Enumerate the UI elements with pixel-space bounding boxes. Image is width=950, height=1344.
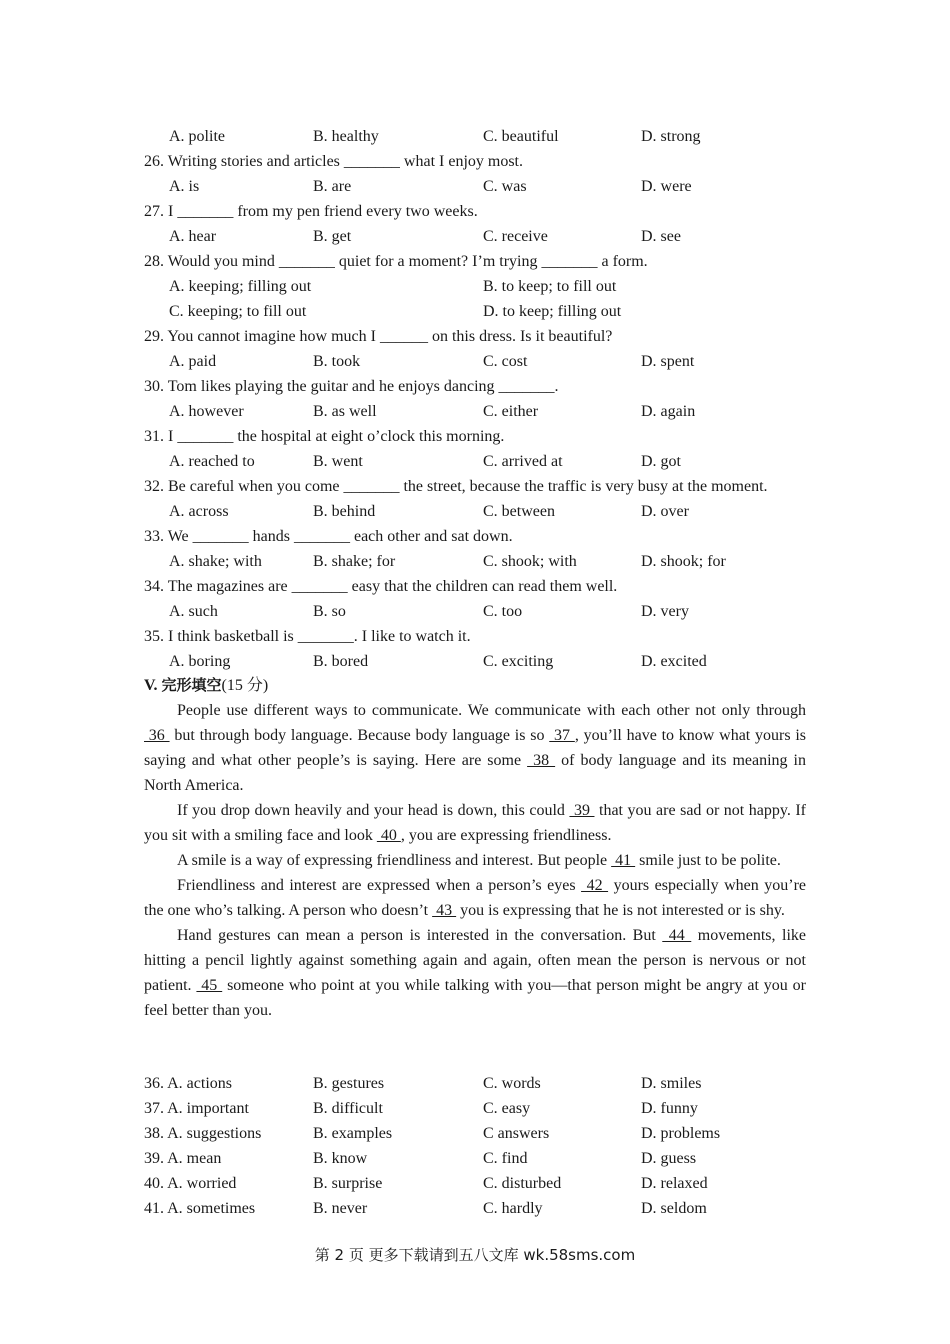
option-c: C. arrived at — [483, 453, 563, 470]
question-stem: 32. Be careful when you come _______ the street, because the traffic is very busy at the moment. — [144, 478, 768, 495]
option-a: A. is — [169, 178, 200, 195]
options-row-29 — [0, 349, 950, 374]
blank-40: 40 — [376, 827, 401, 844]
blank-41: 41 — [611, 852, 636, 869]
option-a: A. however — [169, 403, 244, 420]
options-row-30 — [0, 399, 950, 424]
options-row-35 — [0, 649, 950, 674]
option-d: D. again — [641, 403, 696, 420]
option-a: A. across — [169, 503, 229, 520]
option-a: 38. A. suggestions — [144, 1125, 262, 1142]
option-d: D. strong — [641, 128, 701, 145]
text: someone who point at you while talking with you—that person might be angry at you or feel better than you. — [144, 977, 806, 1019]
text: People use different ways to communicate. We communicate with each other not only through — [177, 702, 806, 719]
option-c: C answers — [483, 1125, 550, 1142]
option-b: B. so — [313, 603, 346, 620]
option-a: 36. A. actions — [144, 1075, 232, 1092]
options-row-28a — [0, 274, 950, 299]
text: A smile is a way of expressing friendliness and interest. But people — [177, 852, 612, 869]
option-c: C. words — [483, 1075, 541, 1092]
blank-44: 44 — [662, 927, 692, 944]
question-27 — [0, 199, 950, 224]
option-b: B. as well — [313, 403, 377, 420]
option-d: D. got — [641, 453, 681, 470]
question-26 — [0, 149, 950, 174]
paragraph-4 — [144, 873, 806, 923]
option-c: C. exciting — [483, 653, 554, 670]
text: but through body language. Because body language is so — [169, 727, 550, 744]
option-c: C. find — [483, 1150, 528, 1167]
cloze-options-38 — [0, 1121, 950, 1146]
option-d: D. seldom — [641, 1200, 707, 1217]
option-c: C. receive — [483, 228, 548, 245]
options-row-26 — [0, 174, 950, 199]
cloze-options-36 — [0, 1071, 950, 1096]
option-c: C. keeping; to fill out — [169, 303, 307, 320]
blank-37: 37 — [549, 727, 575, 744]
question-29 — [0, 324, 950, 349]
page-footer: 第 2 页 更多下载请到五八文库 wk.58sms.com — [314, 1246, 636, 1264]
option-a: A. reached to — [169, 453, 255, 470]
blank-39: 39 — [569, 802, 595, 819]
option-a: A. hear — [169, 228, 217, 245]
section-title: 完形填空 — [161, 676, 222, 694]
option-a: 37. A. important — [144, 1100, 249, 1117]
option-b: B. to keep; to fill out — [483, 278, 617, 295]
question-stem: 35. I think basketball is _______. I like to watch it. — [144, 628, 471, 645]
section-score: (15 分) — [221, 677, 269, 694]
option-b: B. shake; for — [313, 553, 396, 570]
option-b: B. gestures — [313, 1075, 385, 1092]
option-c: C. was — [483, 178, 527, 195]
option-d: D. were — [641, 178, 692, 195]
option-a: A. polite — [169, 128, 225, 145]
option-b: B. get — [313, 228, 352, 245]
option-a: 40. A. worried — [144, 1175, 237, 1192]
question-33 — [0, 524, 950, 549]
option-a: A. such — [169, 603, 218, 620]
option-a: A. boring — [169, 653, 231, 670]
text: that you are sad or not happy. If you sit with a smiling face and look — [144, 802, 807, 844]
options-row-34 — [0, 599, 950, 624]
question-35 — [0, 624, 950, 649]
option-b: B. examples — [313, 1125, 393, 1142]
question-stem: 27. I _______ from my pen friend every two weeks. — [144, 203, 478, 220]
blank-38: 38 — [527, 752, 556, 769]
option-b: B. are — [313, 178, 352, 195]
paragraph-2 — [144, 798, 806, 848]
option-d: D. excited — [641, 653, 707, 670]
question-30 — [0, 374, 950, 399]
option-d: D. smiles — [641, 1075, 702, 1092]
options-row-25 — [0, 124, 950, 149]
cloze-options-39 — [0, 1146, 950, 1171]
option-a: A. paid — [169, 353, 217, 370]
text: you is expressing that he is not interested or is shy. — [456, 902, 785, 919]
options-row-32 — [0, 499, 950, 524]
option-c: C. too — [483, 603, 523, 620]
option-a: 41. A. sometimes — [144, 1200, 256, 1217]
question-34 — [0, 574, 950, 599]
option-d: D. see — [641, 228, 681, 245]
option-b: B. surprise — [313, 1175, 383, 1192]
option-c: C. between — [483, 503, 555, 520]
option-d: D. to keep; filling out — [483, 303, 622, 320]
option-c: C. either — [483, 403, 539, 420]
option-a: A. keeping; filling out — [169, 278, 312, 295]
options-row-27 — [0, 224, 950, 249]
text: If you drop down heavily and your head is down, this could — [177, 802, 570, 819]
text: of body language and its meaning in North America. — [144, 752, 806, 794]
question-stem: 34. The magazines are _______ easy that the children can read them well. — [144, 578, 618, 595]
paragraph-5 — [144, 923, 806, 1023]
option-c: C. easy — [483, 1100, 531, 1117]
question-stem: 30. Tom likes playing the guitar and he enjoys dancing _______. — [144, 378, 559, 395]
option-d: D. very — [641, 603, 689, 620]
option-c: C. hardly — [483, 1200, 543, 1217]
question-32 — [0, 474, 950, 499]
option-b: B. took — [313, 353, 361, 370]
option-d: D. relaxed — [641, 1175, 708, 1192]
option-d: D. funny — [641, 1100, 698, 1117]
option-b: B. behind — [313, 503, 376, 520]
options-row-28b — [0, 299, 950, 324]
question-31 — [0, 424, 950, 449]
text: , you’ll have to know what yours is saying and what other people’s is saying. Here are some — [144, 727, 807, 769]
text: , you are expressing friendliness. — [400, 827, 612, 844]
options-row-33 — [0, 549, 950, 574]
option-d: D. problems — [641, 1125, 721, 1142]
blank-43: 43 — [432, 902, 457, 919]
blank-42: 42 — [581, 877, 609, 894]
text: movements, like hitting a pencil lightly against something again and again, often mean the person is nervous or not patient. — [144, 927, 806, 994]
option-c: C. beautiful — [483, 128, 559, 145]
paragraph-3 — [144, 848, 806, 873]
option-b: B. never — [313, 1200, 368, 1217]
question-stem: 31. I _______ the hospital at eight o’clock this morning. — [144, 428, 505, 445]
question-stem: 33. We _______ hands _______ each other and sat down. — [144, 528, 513, 545]
option-b: B. healthy — [313, 128, 379, 145]
text: Friendliness and interest are expressed when a person’s eyes — [177, 877, 582, 894]
cloze-passage — [144, 698, 806, 1023]
option-b: B. difficult — [313, 1100, 383, 1117]
question-stem: 29. You cannot imagine how much I ______ on this dress. Is it beautiful? — [144, 328, 613, 345]
question-28 — [0, 249, 950, 274]
paragraph-1 — [144, 698, 806, 798]
text: smile just to be polite. — [635, 852, 781, 869]
text: Hand gestures can mean a person is interested in the conversation. But — [177, 927, 663, 944]
cloze-options-40 — [0, 1171, 950, 1196]
options-row-31 — [0, 449, 950, 474]
option-c: C. shook; with — [483, 553, 577, 570]
option-a: A. shake; with — [169, 553, 262, 570]
cloze-options-41 — [0, 1196, 950, 1221]
option-a: 39. A. mean — [144, 1150, 222, 1167]
blank-36: 36 — [144, 727, 170, 744]
option-b: B. know — [313, 1150, 368, 1167]
option-c: C. cost — [483, 353, 528, 370]
option-d: D. guess — [641, 1150, 697, 1167]
section-number: V. — [144, 677, 158, 694]
option-c: C. disturbed — [483, 1175, 562, 1192]
text: yours especially when you’re the one who’s talking. A person who doesn’t — [144, 877, 807, 919]
section-heading — [0, 673, 950, 698]
option-d: D. spent — [641, 353, 695, 370]
cloze-options-37 — [0, 1096, 950, 1121]
option-d: D. over — [641, 503, 689, 520]
question-stem: 28. Would you mind _______ quiet for a moment? I’m trying _______ a form. — [144, 253, 648, 270]
option-d: D. shook; for — [641, 553, 726, 570]
option-b: B. went — [313, 453, 363, 470]
question-stem: 26. Writing stories and articles _______ what I enjoy most. — [144, 153, 523, 170]
option-b: B. bored — [313, 653, 369, 670]
blank-45: 45 — [196, 977, 223, 994]
